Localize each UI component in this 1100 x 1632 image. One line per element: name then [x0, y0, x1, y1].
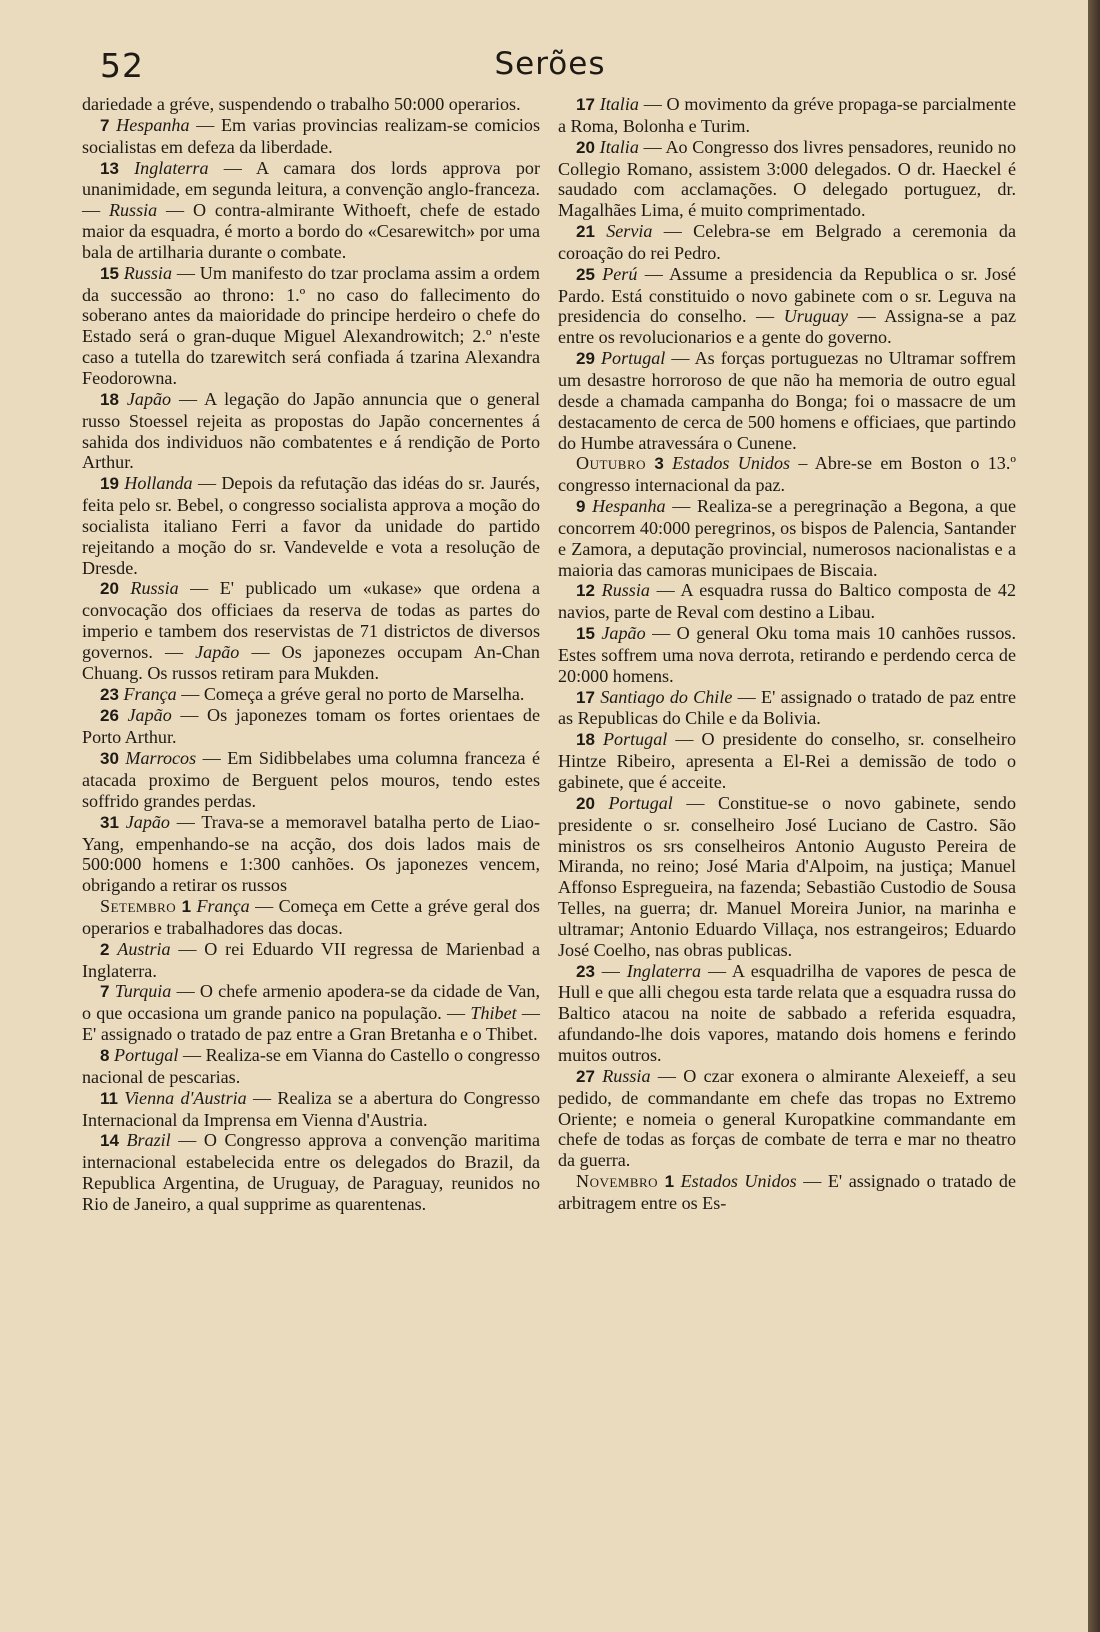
entry-text: — Depois da refutação das idéas do sr. Jaurés, feita pelo sr. Bebel, o congresso socialista approva a moção do socialista italiano Ferri a favor da unidade do partido rejeitando a moção do sr. Vandevelde e vota a resolução de Dresde. [82, 473, 540, 578]
chronicle-entry [82, 1045, 540, 1088]
chronicle-entry [82, 896, 540, 939]
entry-text: — O chefe armenio apodera-se da cidade de Van, o que occasiona um grande panico na população. — [82, 981, 540, 1024]
entry-day: 3 [654, 454, 664, 474]
entry-text: — E' assignado o tratado de paz entre a Gran Bretanha e o Thibet. [82, 1003, 540, 1045]
entry-day: 30 [100, 749, 119, 769]
entry-text: — Realiza se a abertura do Congresso Internacional da Imprensa em Vienna d'Austria. [82, 1087, 540, 1130]
entry-day: 1 [181, 897, 192, 917]
entry-day: 23 [100, 684, 119, 704]
entry-day: 20 [100, 579, 119, 599]
entry-text: — Realiza-se em Vianna do Castello o congresso nacional de pescarias. [82, 1044, 540, 1087]
entry-text: — Começa em Cette a gréve geral dos operarios e trabalhadores das docas. [82, 896, 540, 938]
entry-month: Setembro [100, 896, 177, 917]
entry-text: — E' assignado o tratado de paz entre as Republicas do Chile e da Bolivia. [558, 686, 1016, 729]
chronicle-entry [82, 748, 540, 812]
entry-country: Russia [108, 200, 158, 221]
chronicle-entry [82, 115, 540, 158]
entry-text: — As forças portuguezas no Ultramar soffrem um desastre horroroso de que não ha memoria de outro egual desde a chamada campanha do Bonga; foi o massacre de um destacamento de cerca de 500 homens e officiaes, que partindo do Humbe atravessára o Cunene. [558, 348, 1016, 453]
entry-text: — Começa a gréve geral no porto de Marselha. [181, 683, 525, 704]
entry-text: dariedade a gréve, suspendendo o trabalho 50:000 operarios. [82, 94, 521, 114]
entry-text: — A esquadrilha de vapores de pesca de Hull e que alli chegou esta tarde relata que a esquadra russa do Baltico atacou na noite de sabbado a referida esquadra, afundando-lhe dois vapores, matando dois homens e ferindo muitos outros. [558, 960, 1017, 1065]
chronicle-entry [558, 961, 1016, 1066]
entry-text: – Abre-se em Boston o 13.º congresso internacional da paz. [558, 453, 1016, 496]
entry-country: Russia [130, 578, 179, 599]
chronicle-entry [558, 1066, 1016, 1171]
chronicle-entry [558, 793, 1016, 961]
entry-day: 23 [576, 961, 595, 981]
page-edge [1088, 0, 1100, 1632]
entry-country: Japão [126, 388, 172, 409]
entry-country: Austria [117, 938, 171, 959]
entry-day: 2 [100, 939, 110, 959]
chronicle-entry [82, 94, 540, 115]
entry-month: Novembro [576, 1171, 659, 1192]
entry-text: — Constitue-se o novo gabinete, sendo presidente o sr. conselheiro José Luciano de Castro. São ministros os srs conselheiros Antonio Augusto Pereira de Miranda, no reino; José Maria d'Alpoim, na justiça; Manuel Affonso Espregueira, na fazenda; Sebastião Custodio de Sousa Telles, na guerra; dr. Manuel Moreira Junior, na marinha e ultramar; Antonio Eduardo Villaça, nos estrangeiros; Eduardo José Coelho, nas obras publicas. [558, 792, 1016, 960]
entry-country: Santiago do Chile [600, 686, 733, 707]
right-column [558, 94, 1016, 1214]
entry-text: — Trava-se a memoravel batalha perto de Liao-Yang, empenhando-se na acção, dos dois lados mais de 500:000 homens e 1:300 canhões. Os japonezes vencem, obrigando a retirar os russos [82, 811, 540, 896]
entry-text: — A camara dos lords approva por unanimidade, em segunda leitura, a convenção anglo-franceza. — [82, 157, 540, 221]
chronicle-entry [82, 158, 540, 263]
entry-country: Brazil [126, 1130, 171, 1151]
chronicle-entry [558, 623, 1016, 687]
entry-country: Servia [606, 221, 653, 242]
entry-day: 18 [576, 730, 595, 750]
chronicle-entry [82, 473, 540, 578]
entry-country: Japão [125, 811, 170, 832]
entry-country: Inglaterra [134, 157, 209, 178]
entry-text: — Em varias provincias realizam-se comicios socialistas em defeza da liberdade. [82, 114, 540, 157]
chronicle-entry [558, 729, 1016, 793]
entry-country: Hollanda [124, 473, 193, 494]
entry-country: Italia [599, 136, 639, 157]
entry-day: 25 [576, 264, 595, 284]
entry-day: 26 [100, 706, 119, 726]
entry-day: 20 [576, 137, 595, 157]
entry-text: — Assigna-se a paz entre os revolucionarios e a gente do governo. [558, 306, 1016, 348]
running-header [84, 40, 1016, 92]
entry-country: Hespanha [592, 496, 666, 517]
chronicle-entry [82, 684, 540, 706]
entry-day: 21 [576, 222, 595, 242]
entry-text: — O czar exonera o almirante Alexeieff, a seu pedido, de commandante em chefe das tropas no Extremo Oriente; e nomeia o general Kuropatkine commandante em chefe de todas as forças de combate de terra e mar no theatro da guerra. [558, 1065, 1016, 1171]
entry-day: 15 [576, 624, 595, 644]
entry-month: Outubro [576, 453, 647, 474]
entry-day: 15 [100, 263, 119, 283]
entry-day: 7 [100, 115, 110, 135]
entry-country: Hespanha [116, 114, 190, 135]
entry-text: — Celebra-se em Belgrado a ceremonia da coroação do rei Pedro. [558, 221, 1016, 263]
chronicle-entry [558, 453, 1016, 496]
entry-country: Perú [602, 263, 638, 284]
entry-day: 17 [576, 687, 595, 707]
chronicle-entry [82, 263, 540, 389]
entry-country: Japão [195, 641, 240, 662]
chronicle-entry [558, 1171, 1016, 1214]
entry-day: 19 [100, 474, 119, 494]
entry-country: Vienna d'Austria [124, 1087, 247, 1108]
chronicle-entry [558, 687, 1016, 730]
entry-country: Portugal [114, 1044, 179, 1065]
entry-text: — O movimento da gréve propaga-se parcialmente a Roma, Bolonha e Turim. [558, 94, 1016, 136]
entry-text: — O Congresso approva a convenção maritima internacional estabelecida entre os delegados do Brazil, da Republica Argentina, de Uruguay, de Paraguay, reunidos no Rio de Janeiro, a qual supprime as quarentenas. [82, 1130, 540, 1214]
chronicle-entry [558, 137, 1016, 221]
entry-text: — E' publicado um «ukase» que ordena a convocação dos officiaes da reserva de todas as partes do imperio e tambem dos reservistas de 71 districtos de diversos governos. — [82, 578, 541, 662]
chronicle-entry [82, 981, 540, 1045]
entry-country: Russia [601, 580, 650, 601]
entry-day: 31 [100, 812, 119, 832]
left-column [82, 94, 540, 1215]
entry-day: 18 [100, 389, 119, 409]
entry-text: — A legação do Japão annuncia que o general russo Stoessel rejeita as propostas do Japão concernentes á sahida dos individuos não combatentes e á rendição de Porto Arthur. [82, 388, 540, 473]
chronicle-entry [82, 1088, 540, 1131]
entry-text: — E' assignado o tratado de arbitragem entre os Es- [558, 1171, 1016, 1213]
entry-country: Thibet [470, 1003, 517, 1024]
entry-day: 11 [100, 1088, 118, 1108]
entry-text: — O general Oku toma mais 10 canhões russos. Estes soffrem uma nova derrota, retirando e perdendo cerca de 20:000 homens. [558, 623, 1016, 686]
entry-country: Russia [123, 262, 173, 283]
entry-day: 14 [100, 1131, 119, 1151]
chronicle-entry [82, 1130, 540, 1214]
entry-day: 8 [100, 1045, 110, 1065]
chronicle-entry [558, 264, 1016, 348]
entry-country: Portugal [608, 792, 673, 813]
chronicle-entry [558, 496, 1016, 580]
entry-country: Portugal [602, 729, 668, 750]
chronicle-entry [82, 812, 540, 896]
chronicle-entry [558, 221, 1016, 264]
entry-dash: — [601, 960, 620, 981]
entry-day: 20 [576, 793, 595, 813]
entry-country: Russia [602, 1065, 651, 1086]
entry-day: 29 [576, 349, 595, 369]
chronicle-entry [558, 94, 1016, 137]
entry-country: Inglaterra [626, 960, 702, 981]
page-number: 52 [100, 46, 144, 85]
entry-text: — Ao Congresso dos livres pensadores, reunido no Collegio Romano, assistem 3:000 delegados. O dr. Haeckel é saudado com acclamações. O delegado portuguez, dr. Magalhães Lima, é muito comprimentado. [558, 136, 1016, 221]
entry-country: Portugal [601, 348, 666, 369]
chronicle-entry [82, 578, 540, 683]
entry-text: — Os japonezes tomam os fortes orientaes de Porto Arthur. [82, 705, 541, 748]
entry-day: 13 [100, 158, 119, 178]
entry-text: — O rei Eduardo VII regressa de Marienbad a Inglaterra. [82, 938, 540, 981]
entry-day: 1 [664, 1172, 675, 1192]
entry-country: Japão [127, 705, 172, 726]
entry-country: Turquia [114, 981, 172, 1002]
chronicle-entry [82, 389, 540, 473]
chronicle-entry [82, 705, 540, 748]
entry-day: 27 [576, 1066, 595, 1086]
entry-text: — O contra-almirante Withoeft, chefe de estado maior da esquadra, é morto a bordo do «Cesarewitch» por uma bala de artilharia durante o combate. [82, 200, 540, 262]
entry-text: — Um manifesto do tzar proclama assim a ordem da successão ao throno: 1.º no caso do fallecimento do soberano antes da maioridade do principe herdeiro o chefe do Estado será o gran-duque Miguel Alexandrowitch; 2.º n'este caso a tutella do tzarewitch será confiada á tzarina Alexandra Feodorowna. [82, 262, 540, 388]
entry-country: Uruguay [783, 306, 849, 327]
entry-text: — Realiza-se a peregrinação a Begona, a que concorrem 40:000 peregrinos, os bispos de Palencia, Santander e Zamora, a deputação provincial, numerosos nacionalistas e a maioria das camoras municipaes de Biscaia. [558, 496, 1016, 580]
entry-country: França [196, 896, 250, 917]
entry-country: Marrocos [125, 748, 197, 769]
chronicle-entry [82, 939, 540, 982]
chronicle-entry [558, 580, 1016, 623]
entry-text: — Os japonezes occupam An-Chan Chuang. Os russos retiram para Mukden. [82, 641, 540, 683]
entry-country: França [123, 683, 177, 704]
entry-day: 17 [576, 95, 595, 114]
entry-country: Japão [601, 623, 646, 644]
running-title: Serões [494, 46, 606, 82]
chronicle-entry [558, 348, 1016, 453]
entry-day: 9 [576, 497, 586, 517]
entry-country: Estados Unidos [672, 453, 791, 474]
entry-country: Italia [599, 94, 639, 114]
entry-text: — A esquadra russa do Baltico composta de 42 navios, parte de Reval com destino a Libau. [558, 580, 1016, 623]
entry-text: — Em Sidibbelabes uma columna franceza é atacada proximo de Berguent pelos mouros, tendo estes soffrido grandes perdas. [82, 748, 540, 811]
entry-day: 7 [100, 982, 110, 1002]
entry-text: — O presidente do conselho, sr. conselheiro Hintze Ribeiro, apresenta a El-Rei a demissão de todo o gabinete, que é acceite. [558, 729, 1017, 792]
entry-text: — Assume a presidencia da Republica o sr. José Pardo. Está constituido o novo gabinete com o sr. Leguva na presidencia do conselho. — [558, 263, 1017, 327]
entry-country: Estados Unidos [680, 1171, 797, 1192]
entry-day: 12 [576, 581, 595, 601]
